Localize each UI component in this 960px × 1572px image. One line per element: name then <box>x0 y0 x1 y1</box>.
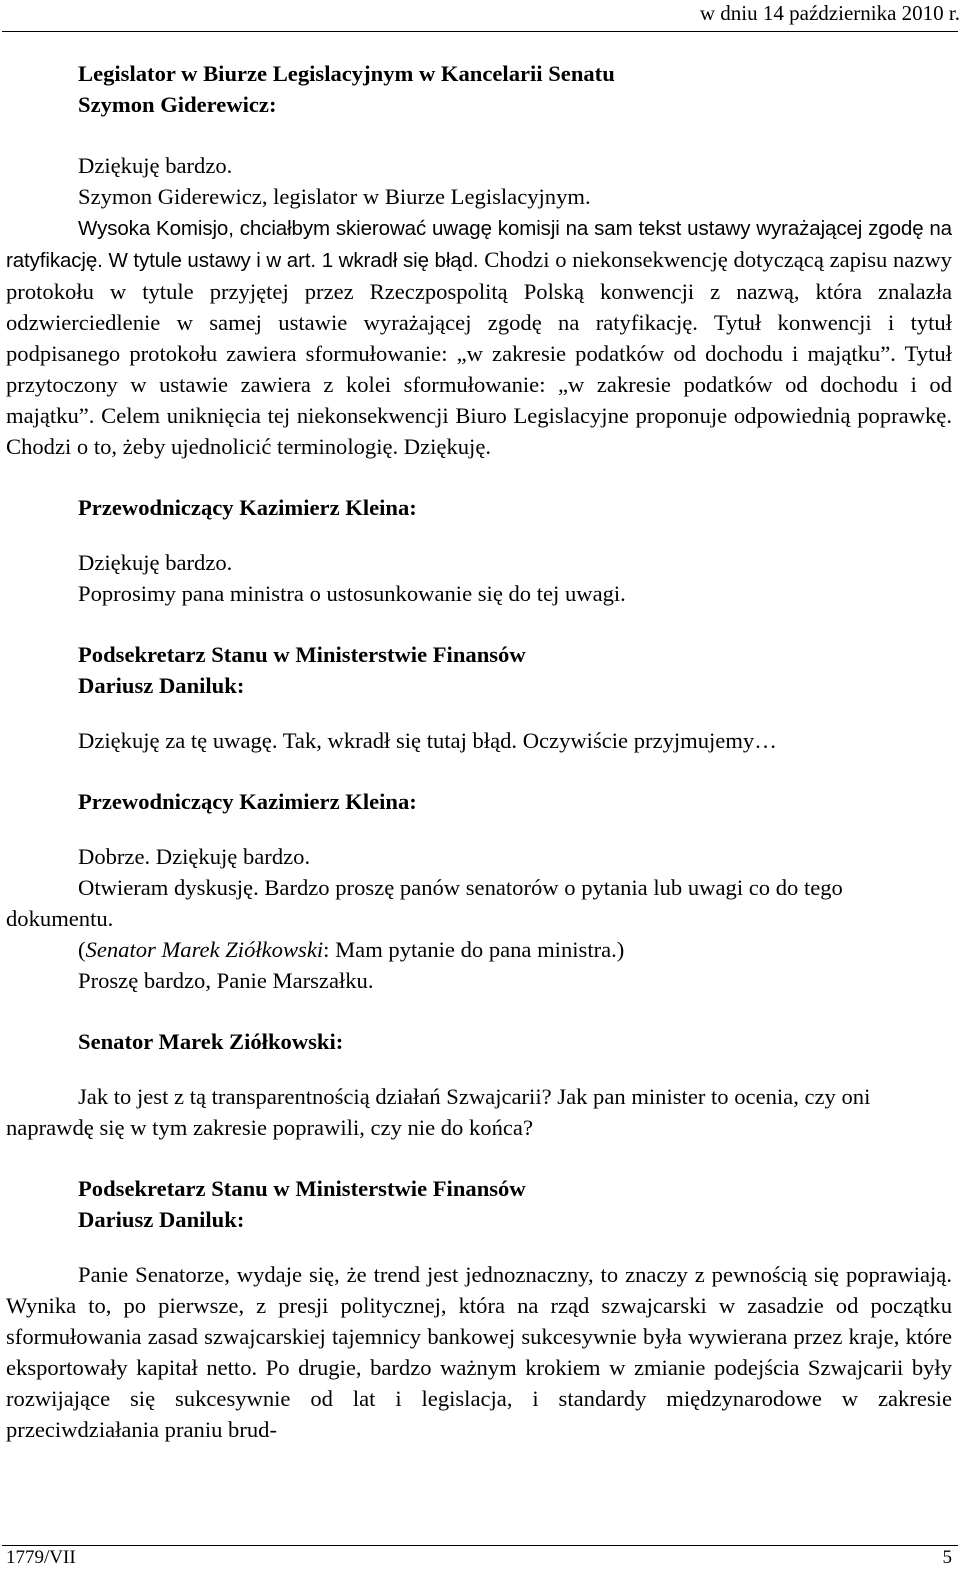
paragraph: Dziękuję za tę uwagę. Tak, wkradł się tutaj błąd. Oczywiście przyjmujemy… <box>78 728 777 753</box>
paragraph: Jak to jest z tą transparentnością działań Szwajcarii? Jak pan minister to ocenia, czy oni naprawdę się w tym zakresie poprawili, czy nie do końca? <box>6 1084 871 1140</box>
document-code: 1779/VII <box>6 1547 76 1568</box>
speaker-title: Podsekretarz Stanu w Ministerstwie Finansów <box>78 1176 526 1201</box>
speaker-heading <box>6 58 952 120</box>
speaker-name: Szymon Giderewicz: <box>78 92 277 117</box>
speaker-heading: Senator Marek Ziółkowski: <box>78 1029 344 1054</box>
senator-name-italic: Senator Marek Ziółkowski <box>85 937 324 962</box>
header-rule <box>2 31 958 32</box>
stage-direction: (Senator Marek Ziółkowski: Mam pytanie do pana ministra.) <box>78 937 625 962</box>
footer-rule <box>2 1545 958 1546</box>
transcript-body <box>6 58 952 1445</box>
paragraph: Dziękuję bardzo. <box>78 153 233 178</box>
paragraph: Szymon Giderewicz, legislator w Biurze Legislacyjnym. <box>78 184 591 209</box>
header-date: w dniu 14 października 2010 r. <box>699 1 960 25</box>
speaker-name: Dariusz Daniluk: <box>78 1207 245 1232</box>
speaker-heading: Przewodniczący Kazimierz Kleina: <box>78 495 417 520</box>
speaker-title: Legislator w Biurze Legislacyjnym w Kancelarii Senatu <box>78 61 615 86</box>
paragraph-sans-part: Wysoka Komisjo, chciałbym skierować uwagę komisji na sam tekst ustawy wyrażającej zgodę na ratyfikację. W tytule ustawy i w art. 1 wkradł się błąd. <box>6 217 952 272</box>
paragraph: Poprosimy pana ministra o ustosunkowanie się do tej uwagi. <box>78 581 626 606</box>
page-number: 5 <box>942 1547 952 1568</box>
paragraph: Panie Senatorze, wydaje się, że trend jest jednoznaczny, to znaczy z pewnością się poprawiają. Wynika to, po pierwsze, z presji politycznej, która na rząd szwajcarski w zasadzie od początku sformułowania zasad szwajcarskiej tajemnicy bankowej sukcesywnie była wywierana przez kraje, które eksportowały kapitał netto. Po drugie, bardzo ważnym krokiem w zmianie podejścia Szwajcarii były rozwijające się sukcesywnie od lat i legislacja, i standardy międzynarodowe w zakresie przeciwdziałania praniu brud- <box>6 1262 952 1442</box>
speaker-heading <box>6 639 952 701</box>
paragraph <box>6 212 952 462</box>
speaker-heading <box>6 1173 952 1235</box>
paragraph: Dziękuję bardzo. <box>78 550 233 575</box>
paragraph: Proszę bardzo, Panie Marszałku. <box>78 968 374 993</box>
speaker-title: Podsekretarz Stanu w Ministerstwie Finansów <box>78 642 526 667</box>
paragraph-serif-part: Chodzi o niekonsekwencję dotyczącą zapisu nazwy protokołu w tytule przyjętej przez Rzeczpospolitą Polską konwencji z nazwą, która znalazła odzwierciedlenie w samej ustawie wyrażającej zgodę na ratyfikację. Tytuł konwencji i tytuł podpisanego protokołu zawiera sformułowanie: „w zakresie podatków od dochodu i majątku”. Tytuł przytoczony w ustawie zawiera z kolei sformułowanie: „w zakresie podatków od dochodu i od majątku”. Celem uniknięcia tej niekonsekwencji Biuro Legislacyjne proponuje odpowiednią poprawkę. Chodzi o to, żeby ujednolicić terminologię. Dziękuję. <box>6 247 952 459</box>
paragraph: Dobrze. Dziękuję bardzo. <box>78 844 311 869</box>
speaker-name: Dariusz Daniluk: <box>78 673 245 698</box>
paragraph: Otwieram dyskusję. Bardzo proszę panów senatorów o pytania lub uwagi co do tego dokumentu. <box>6 875 843 931</box>
speaker-heading: Przewodniczący Kazimierz Kleina: <box>78 789 417 814</box>
